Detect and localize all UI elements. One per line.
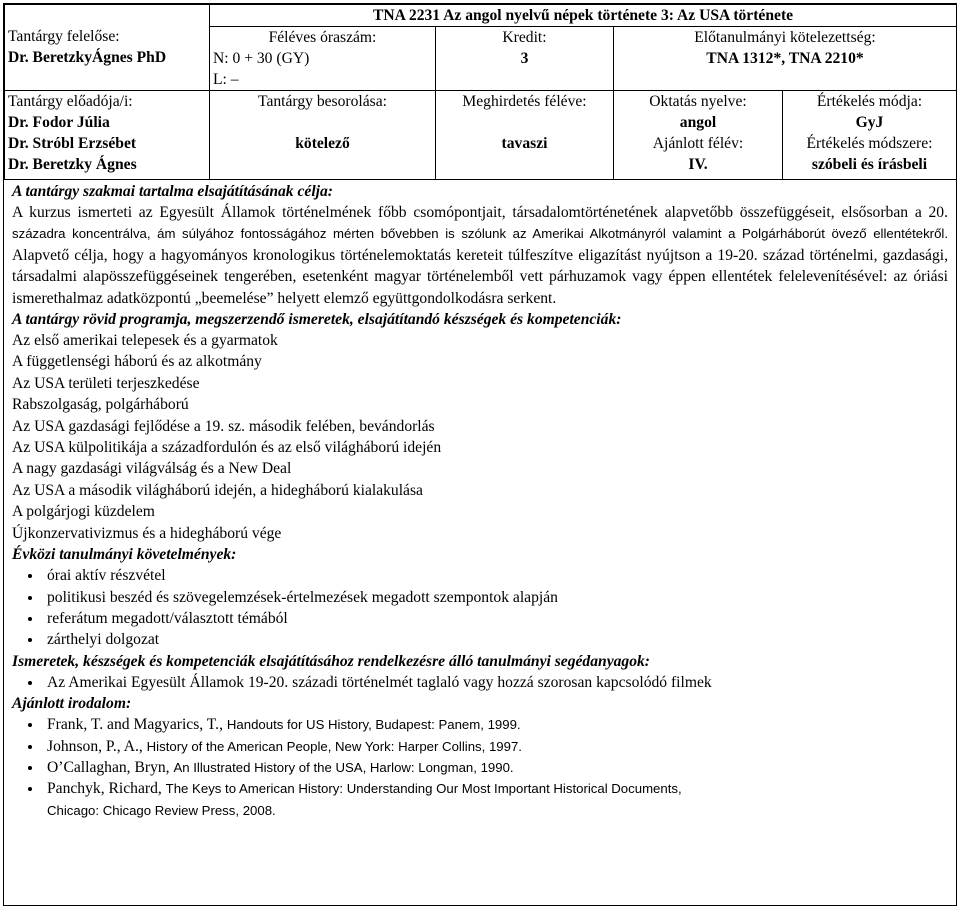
literature-item — [43, 757, 948, 778]
literature-title: Handouts for US History, Budapest: Panem, 1999. — [226, 717, 521, 733]
lecturer-2: Dr. Stróbl Erzsébet — [8, 135, 137, 152]
program-item: Az USA területi terjeszkedése — [12, 374, 200, 392]
course-sheet — [3, 3, 957, 906]
literature-item — [43, 736, 948, 757]
program-item: Az első amerikai telepesek és a gyarmatok — [12, 332, 278, 350]
list-item: • Az Amerikai Egyesült Államok 19-20. századi történelmét taglaló vagy hozzá szorosan kapcsolódó filmek — [43, 672, 948, 693]
literature-item — [43, 778, 948, 821]
header-table — [4, 4, 957, 180]
literature-author: Panchyk, Richard, — [47, 780, 166, 798]
course-title: TNA 2231 Az angol nyelvű népek története 3: Az USA története — [210, 5, 957, 27]
hours-cell — [210, 27, 436, 91]
program-item: Az USA gazdasági fejlődése a 19. sz. második felében, bevándorlás — [12, 417, 435, 435]
lecturers-label: Tantárgy előadója/i: — [8, 93, 133, 110]
hours-label: Féléves óraszám: — [268, 29, 377, 46]
prereq-cell — [614, 27, 957, 91]
lecturer-1: Dr. Fodor Júlia — [8, 114, 110, 131]
program-item: A függetlenségi háború és az alkotmány — [12, 353, 262, 371]
eval-method-label: Értékelés módszere: — [806, 135, 933, 152]
credit-value: 3 — [520, 50, 529, 67]
program-list — [12, 330, 948, 544]
program-item: Az USA külpolitikája a századfordulón és az első világháború idején — [12, 439, 442, 457]
literature-author: Frank, T. and Magyarics, T., — [47, 716, 227, 734]
classification-value: kötelező — [295, 135, 350, 152]
language-value: angol — [679, 114, 717, 131]
language-cell — [614, 91, 783, 180]
responsible-label: Tantárgy felelőse: — [8, 28, 120, 45]
recommended-label: Ajánlott félév: — [652, 135, 744, 152]
literature-title: An Illustrated History of the USA, Harlow: Longman, 1990. — [173, 759, 514, 775]
eval-mode-value: GyJ — [855, 114, 884, 131]
program-heading: A tantárgy rövid programja, megszerzendő ismeretek, elsajátítandó készségek és kompetenciák: — [12, 311, 622, 329]
goal-text-a: A kurzus ismerteti az Egyesült Államok történelmének főbb csomópontjait, társadalomtörténetének alapvetőbb összefüggéseit, elsősorban a 20. — [12, 204, 948, 221]
list-item: • politikusi beszéd és szövegelemzések-értelmezések megadott szempontok alapján — [43, 587, 948, 608]
program-item: Újkonzervativizmus és a hidegháború vége — [12, 524, 282, 542]
credit-cell — [436, 27, 614, 91]
literature-publisher: Chicago: Chicago Review Press, 2008. — [47, 802, 276, 818]
program-item: Rabszolgaság, polgárháború — [12, 396, 189, 414]
program-item: Az USA a második világháború idején, a hidegháború kialakulása — [12, 481, 423, 499]
responsible-cell — [5, 5, 210, 91]
eval-method-value: szóbeli és írásbeli — [811, 156, 928, 173]
evaluation-cell — [783, 91, 957, 180]
credit-label: Kredit: — [502, 29, 547, 46]
language-label: Oktatás nyelve: — [649, 93, 747, 110]
literature-item — [43, 714, 948, 735]
semester-value: tavaszi — [501, 135, 548, 152]
lecturer-3: Dr. Beretzky Ágnes — [8, 156, 137, 173]
goal-text-d: század történelmi, gazdasági, társadalmi alapösszefüggéseinek tengerében, esetenként magyar történelemből vett párhuzamok vagy éppen ellentétek felelevenítésével: az óriási ismerethalmaz adatközpontú „beemelése” helyett elemző együttgondolkodásra serkent. — [12, 246, 948, 307]
prereq-label: Előtanulmányi kötelezettség: — [694, 29, 876, 46]
requirements-heading: Évközi tanulmányi követelmények: — [12, 546, 237, 564]
goal-text-b: századra koncentrálva, ám súlyához fontosságához mérten bővebben is szólunk az Amerikai Alkotmányról valamint a Polgárháborút övező ellentétekről. — [12, 226, 948, 242]
requirements-list — [12, 565, 948, 651]
literature-title: The Keys to American History: Understanding Our Most Important Historical Documents, — [165, 781, 682, 797]
list-item: • zárthelyi dolgozat — [43, 629, 948, 650]
semester-label: Meghirdetés féléve: — [462, 93, 587, 110]
hours-l: L: – — [213, 71, 239, 88]
program-item: A nagy gazdasági világválság és a New Deal — [12, 460, 292, 478]
program-item: A polgárjogi küzdelem — [12, 503, 155, 521]
list-item: • referátum megadott/választott témából — [43, 608, 948, 629]
goal-heading: A tantárgy szakmai tartalma elsajátításának célja: — [12, 183, 333, 200]
literature-heading: Ajánlott irodalom: — [12, 695, 132, 713]
list-item: • órai aktív részvétel — [43, 565, 948, 586]
hours-value: N: 0 + 30 (GY) — [213, 50, 310, 67]
prereq-value: TNA 1312*, TNA 2210* — [706, 50, 864, 67]
classification-label: Tantárgy besorolása: — [258, 93, 387, 110]
semester-cell — [436, 91, 614, 180]
goal-text — [12, 202, 948, 309]
course-body — [4, 180, 956, 821]
lecturers-cell — [5, 91, 210, 180]
literature-author: Johnson, P., A., — [47, 737, 147, 755]
classification-cell — [210, 91, 436, 180]
eval-mode-label: Értékelés módja: — [816, 93, 923, 110]
aids-list — [12, 672, 948, 693]
goal-text-c: Alapvető célja, hogy a hagyományos kronologikus történelemoktatás kereteit túlfeszítve eligazítást nyújtson a 19-20. — [12, 246, 763, 264]
literature-list — [12, 714, 948, 821]
aids-heading: Ismeretek, készségek és kompetenciák elsajátításához rendelkezésre álló tanulmányi segédanyagok: — [12, 652, 650, 670]
literature-author: O’Callaghan, Bryn, — [47, 758, 174, 776]
recommended-value: IV. — [688, 156, 708, 173]
responsible-name: Dr. BeretzkyÁgnes PhD — [8, 49, 167, 66]
literature-title: History of the American People, New York: Harper Collins, 1997. — [146, 738, 522, 754]
